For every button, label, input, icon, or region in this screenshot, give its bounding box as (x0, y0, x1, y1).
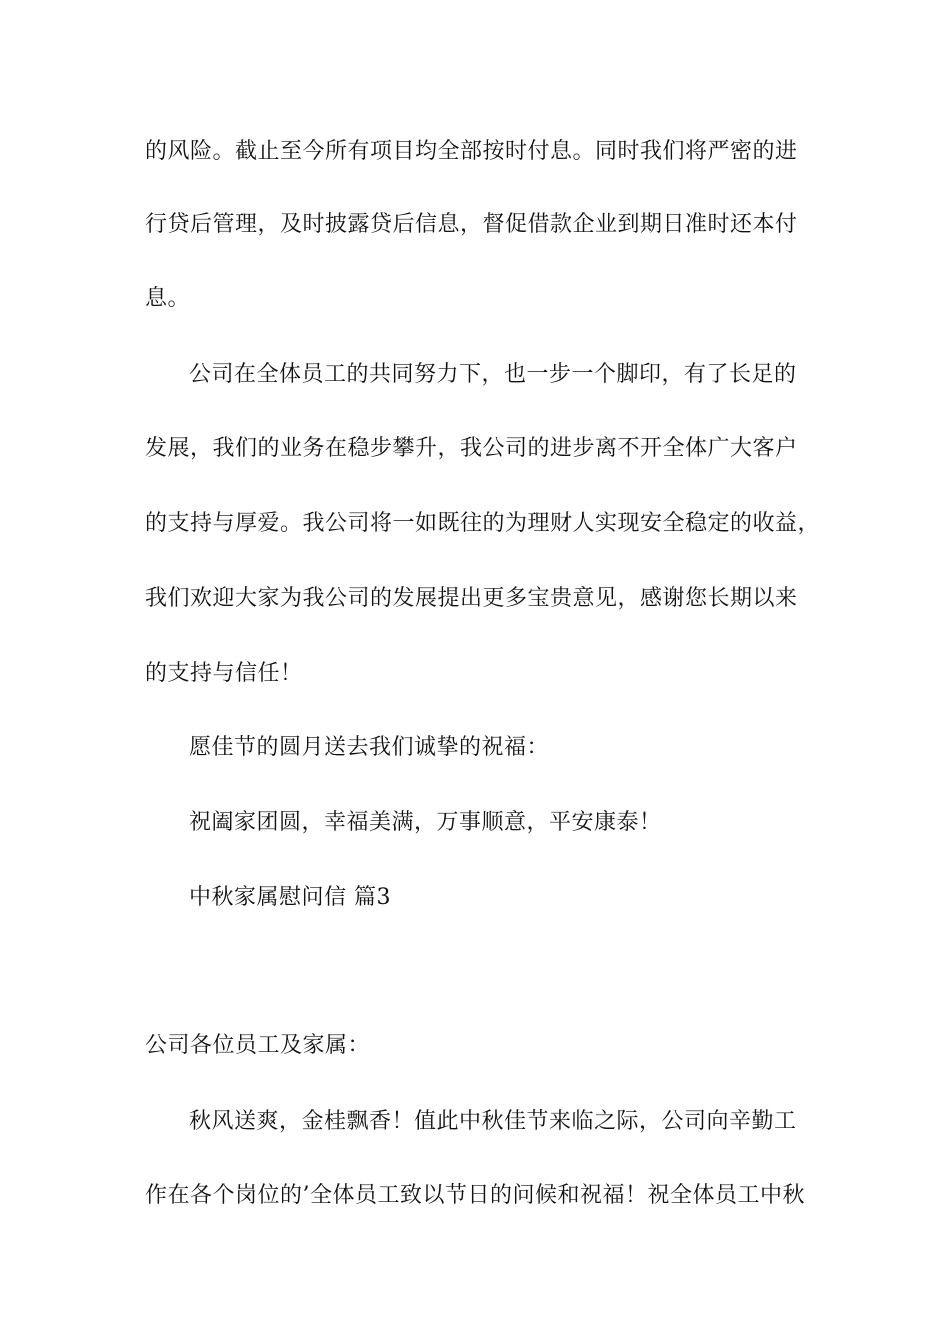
section-heading: 中秋家属慰问信 篇3 (189, 885, 391, 910)
paragraph-line: 息。 (145, 286, 191, 311)
paragraph-line: 的支持与信任！ (145, 661, 303, 686)
paragraph-line: 公司在全体员工的共同努力下，也一步一个脚印，有了长足的 (189, 362, 797, 387)
paragraph-line: 行贷后管理，及时披露贷后信息，督促借款企业到期日准时还本付 (145, 212, 798, 237)
paragraph-line: 我们欢迎大家为我公司的发展提出更多宝贵意见，感谢您长期以来 (145, 586, 798, 611)
paragraph-line: 秋风送爽，金桂飘香！值此中秋佳节来临之际，公司向辛勤工 (189, 1109, 797, 1134)
paragraph-line: 的风险。截止至今所有项目均全部按时付息。同时我们将严密的进 (145, 139, 798, 164)
paragraph-line: 发展，我们的业务在稳步攀升，我公司的进步离不开全体广大客户 (145, 436, 798, 461)
paragraph-line: 作在各个岗位的’全体员工致以节日的问候和祝福！祝全体员工中秋 (145, 1183, 805, 1208)
paragraph-line: 祝阖家团圆，幸福美满，万事顺意，平安康泰！ (189, 810, 662, 835)
paragraph-line: 愿佳节的圆月送去我们诚挚的祝福： (189, 735, 550, 760)
salutation: 公司各位员工及家属： (145, 1033, 371, 1058)
paragraph-line: 的支持与厚爱。我公司将一如既往的为理财人实现安全稳定的收益， (145, 511, 821, 536)
